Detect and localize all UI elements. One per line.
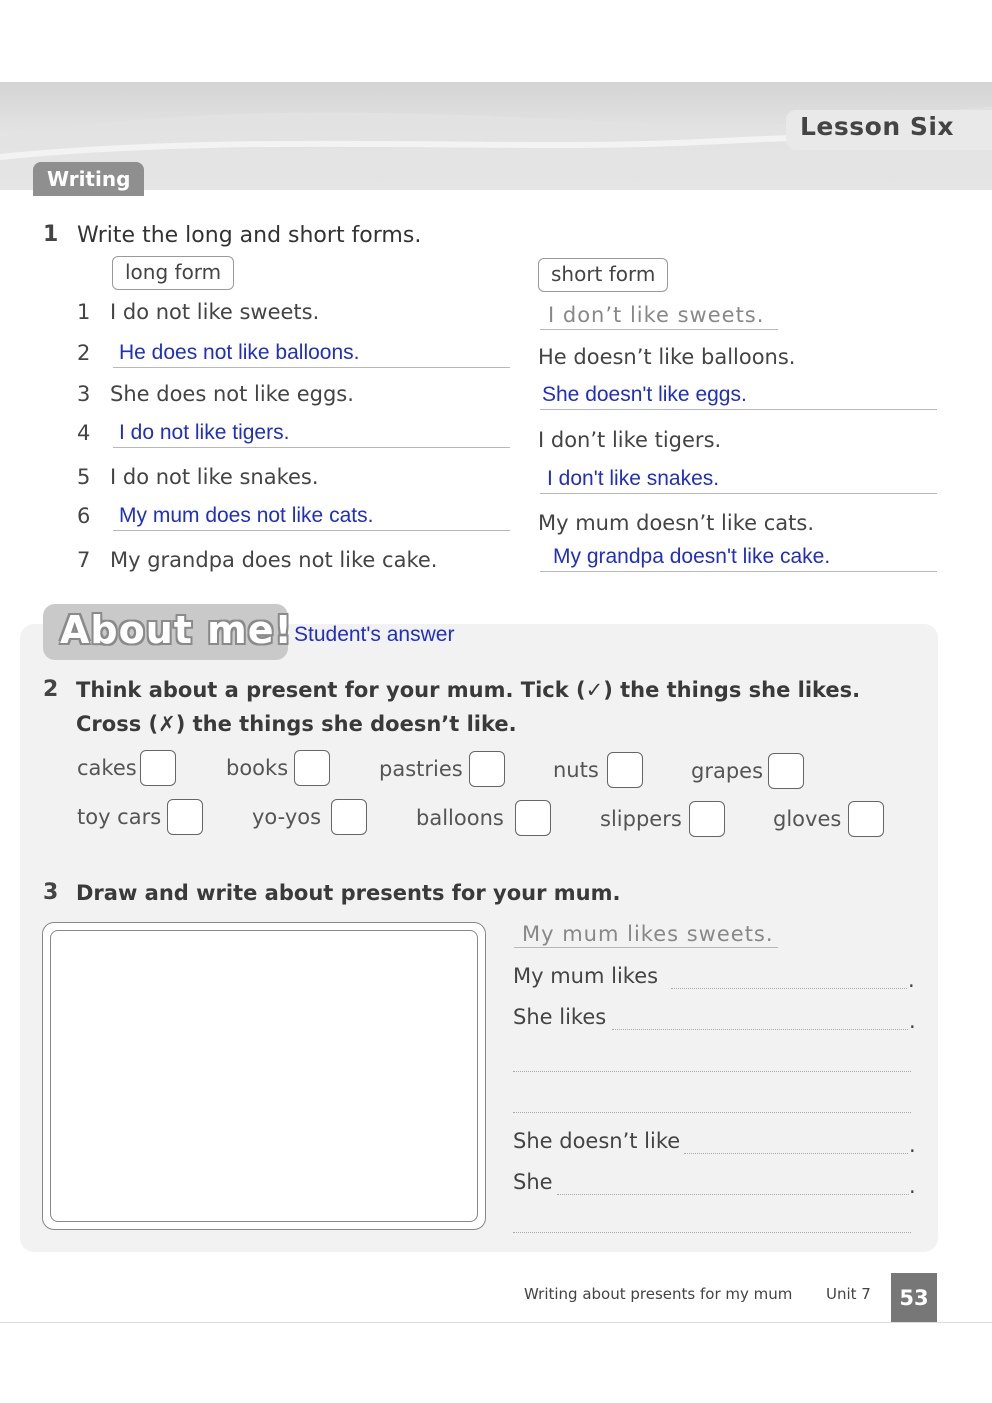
ex2-tick-box[interactable] (515, 800, 551, 836)
ex3-prompt-1: My mum likes (513, 964, 659, 988)
ex3-example-line (514, 947, 778, 948)
section-label-writing: Writing (33, 162, 144, 196)
ex3-write-line-5[interactable] (684, 1153, 908, 1154)
long-form-label: long form (112, 256, 234, 290)
ex1-short-answer[interactable]: She doesn't like eggs. (542, 383, 747, 406)
ex2-tick-box[interactable] (607, 752, 643, 788)
ex2-tick-box[interactable] (331, 799, 367, 835)
ex1-row-number: 7 (77, 548, 91, 572)
ex1-short-answer-line (540, 409, 937, 410)
ex2-item-label: toy cars (77, 805, 162, 829)
ex2-item-label: pastries (379, 757, 463, 781)
ex1-long-form: My grandpa does not like cake. (110, 548, 438, 572)
ex2-item-label: nuts (553, 758, 599, 782)
ex2-tick-box[interactable] (768, 753, 804, 789)
ex1-long-answer[interactable]: My mum does not like cats. (119, 504, 374, 527)
ex3-example: My mum likes sweets. (522, 922, 774, 946)
ex1-short-answer-line (540, 571, 937, 572)
ex3-period-1: . (908, 968, 915, 992)
ex2-tick-box[interactable] (140, 750, 176, 786)
ex3-period-3: . (909, 1133, 916, 1157)
ex1-short-answer-line (540, 493, 937, 494)
ex2-instruction-line2: Cross (✗) the things she doesn’t like. (76, 712, 517, 736)
ex3-instruction: Draw and write about presents for your mum. (76, 881, 621, 905)
footer-title: Writing about presents for my mum (524, 1285, 793, 1303)
lesson-title: Lesson Six (800, 112, 955, 141)
ex1-long-answer-line (113, 530, 510, 531)
ex3-period-4: . (909, 1174, 916, 1198)
ex1-short-example: I don’t like sweets. (548, 303, 765, 327)
footer-unit: Unit 7 (826, 1285, 871, 1303)
ex1-row-number: 6 (77, 504, 91, 528)
ex3-prompt-4: She (513, 1170, 553, 1194)
ex2-tick-box[interactable] (469, 751, 505, 787)
ex2-item-label: balloons (416, 806, 504, 830)
ex1-long-form: I do not like sweets. (110, 300, 320, 324)
ex1-short-form: My mum doesn’t like cats. (538, 511, 814, 535)
ex1-long-answer[interactable]: I do not like tigers. (119, 421, 290, 444)
ex1-short-form: I don’t like tigers. (538, 428, 722, 452)
ex1-long-answer-line (113, 367, 510, 368)
ex2-item-label: gloves (773, 807, 842, 831)
page-bottom-rule (0, 1322, 992, 1323)
short-form-label: short form (538, 258, 668, 292)
ex2-tick-box[interactable] (294, 750, 330, 786)
ex2-tick-box[interactable] (689, 801, 725, 837)
ex1-short-answer-line (540, 329, 778, 330)
ex3-write-line-2[interactable] (612, 1029, 908, 1030)
drawing-box-inner (50, 930, 478, 1222)
ex2-item-label: cakes (77, 756, 137, 780)
ex1-row-number: 4 (77, 421, 91, 445)
ex1-long-answer[interactable]: He does not like balloons. (119, 341, 360, 364)
ex3-period-2: . (909, 1009, 916, 1033)
ex3-prompt-2: She likes (513, 1005, 607, 1029)
student-answer-note: Student's answer (294, 623, 455, 646)
ex1-row-number: 1 (77, 300, 91, 324)
ex2-number: 2 (43, 677, 59, 702)
ex2-instruction-line1: Think about a present for your mum. Tick (✓) the things she likes. (76, 678, 861, 702)
ex2-item-label: yo-yos (252, 805, 322, 829)
ex1-row-number: 5 (77, 465, 91, 489)
ex2-item-label: slippers (600, 807, 682, 831)
ex3-write-line-3[interactable] (513, 1071, 911, 1072)
ex3-write-line-6[interactable] (557, 1194, 909, 1195)
ex2-tick-box[interactable] (167, 799, 203, 835)
ex3-write-line-1[interactable] (671, 988, 907, 989)
ex1-short-answer[interactable]: I don't like snakes. (547, 467, 720, 490)
ex3-prompt-3: She doesn’t like (513, 1129, 681, 1153)
ex1-long-answer-line (113, 447, 510, 448)
ex2-item-label: grapes (691, 759, 764, 783)
ex1-instruction: Write the long and short forms. (77, 223, 422, 248)
about-me-title: About me! (60, 608, 293, 652)
ex1-row-number: 3 (77, 382, 91, 406)
ex1-short-answer[interactable]: My grandpa doesn't like cake. (553, 545, 831, 568)
ex1-number: 1 (43, 222, 59, 247)
ex3-write-line-4[interactable] (513, 1112, 911, 1113)
ex1-long-form: I do not like snakes. (110, 465, 319, 489)
ex3-number: 3 (43, 880, 59, 905)
page-number: 53 (891, 1273, 937, 1323)
ex2-item-label: books (226, 756, 289, 780)
ex1-long-form: She does not like eggs. (110, 382, 354, 406)
ex2-tick-box[interactable] (848, 801, 884, 837)
ex1-short-form: He doesn’t like balloons. (538, 345, 796, 369)
ex3-write-line-7[interactable] (513, 1232, 911, 1233)
ex1-row-number: 2 (77, 341, 91, 365)
